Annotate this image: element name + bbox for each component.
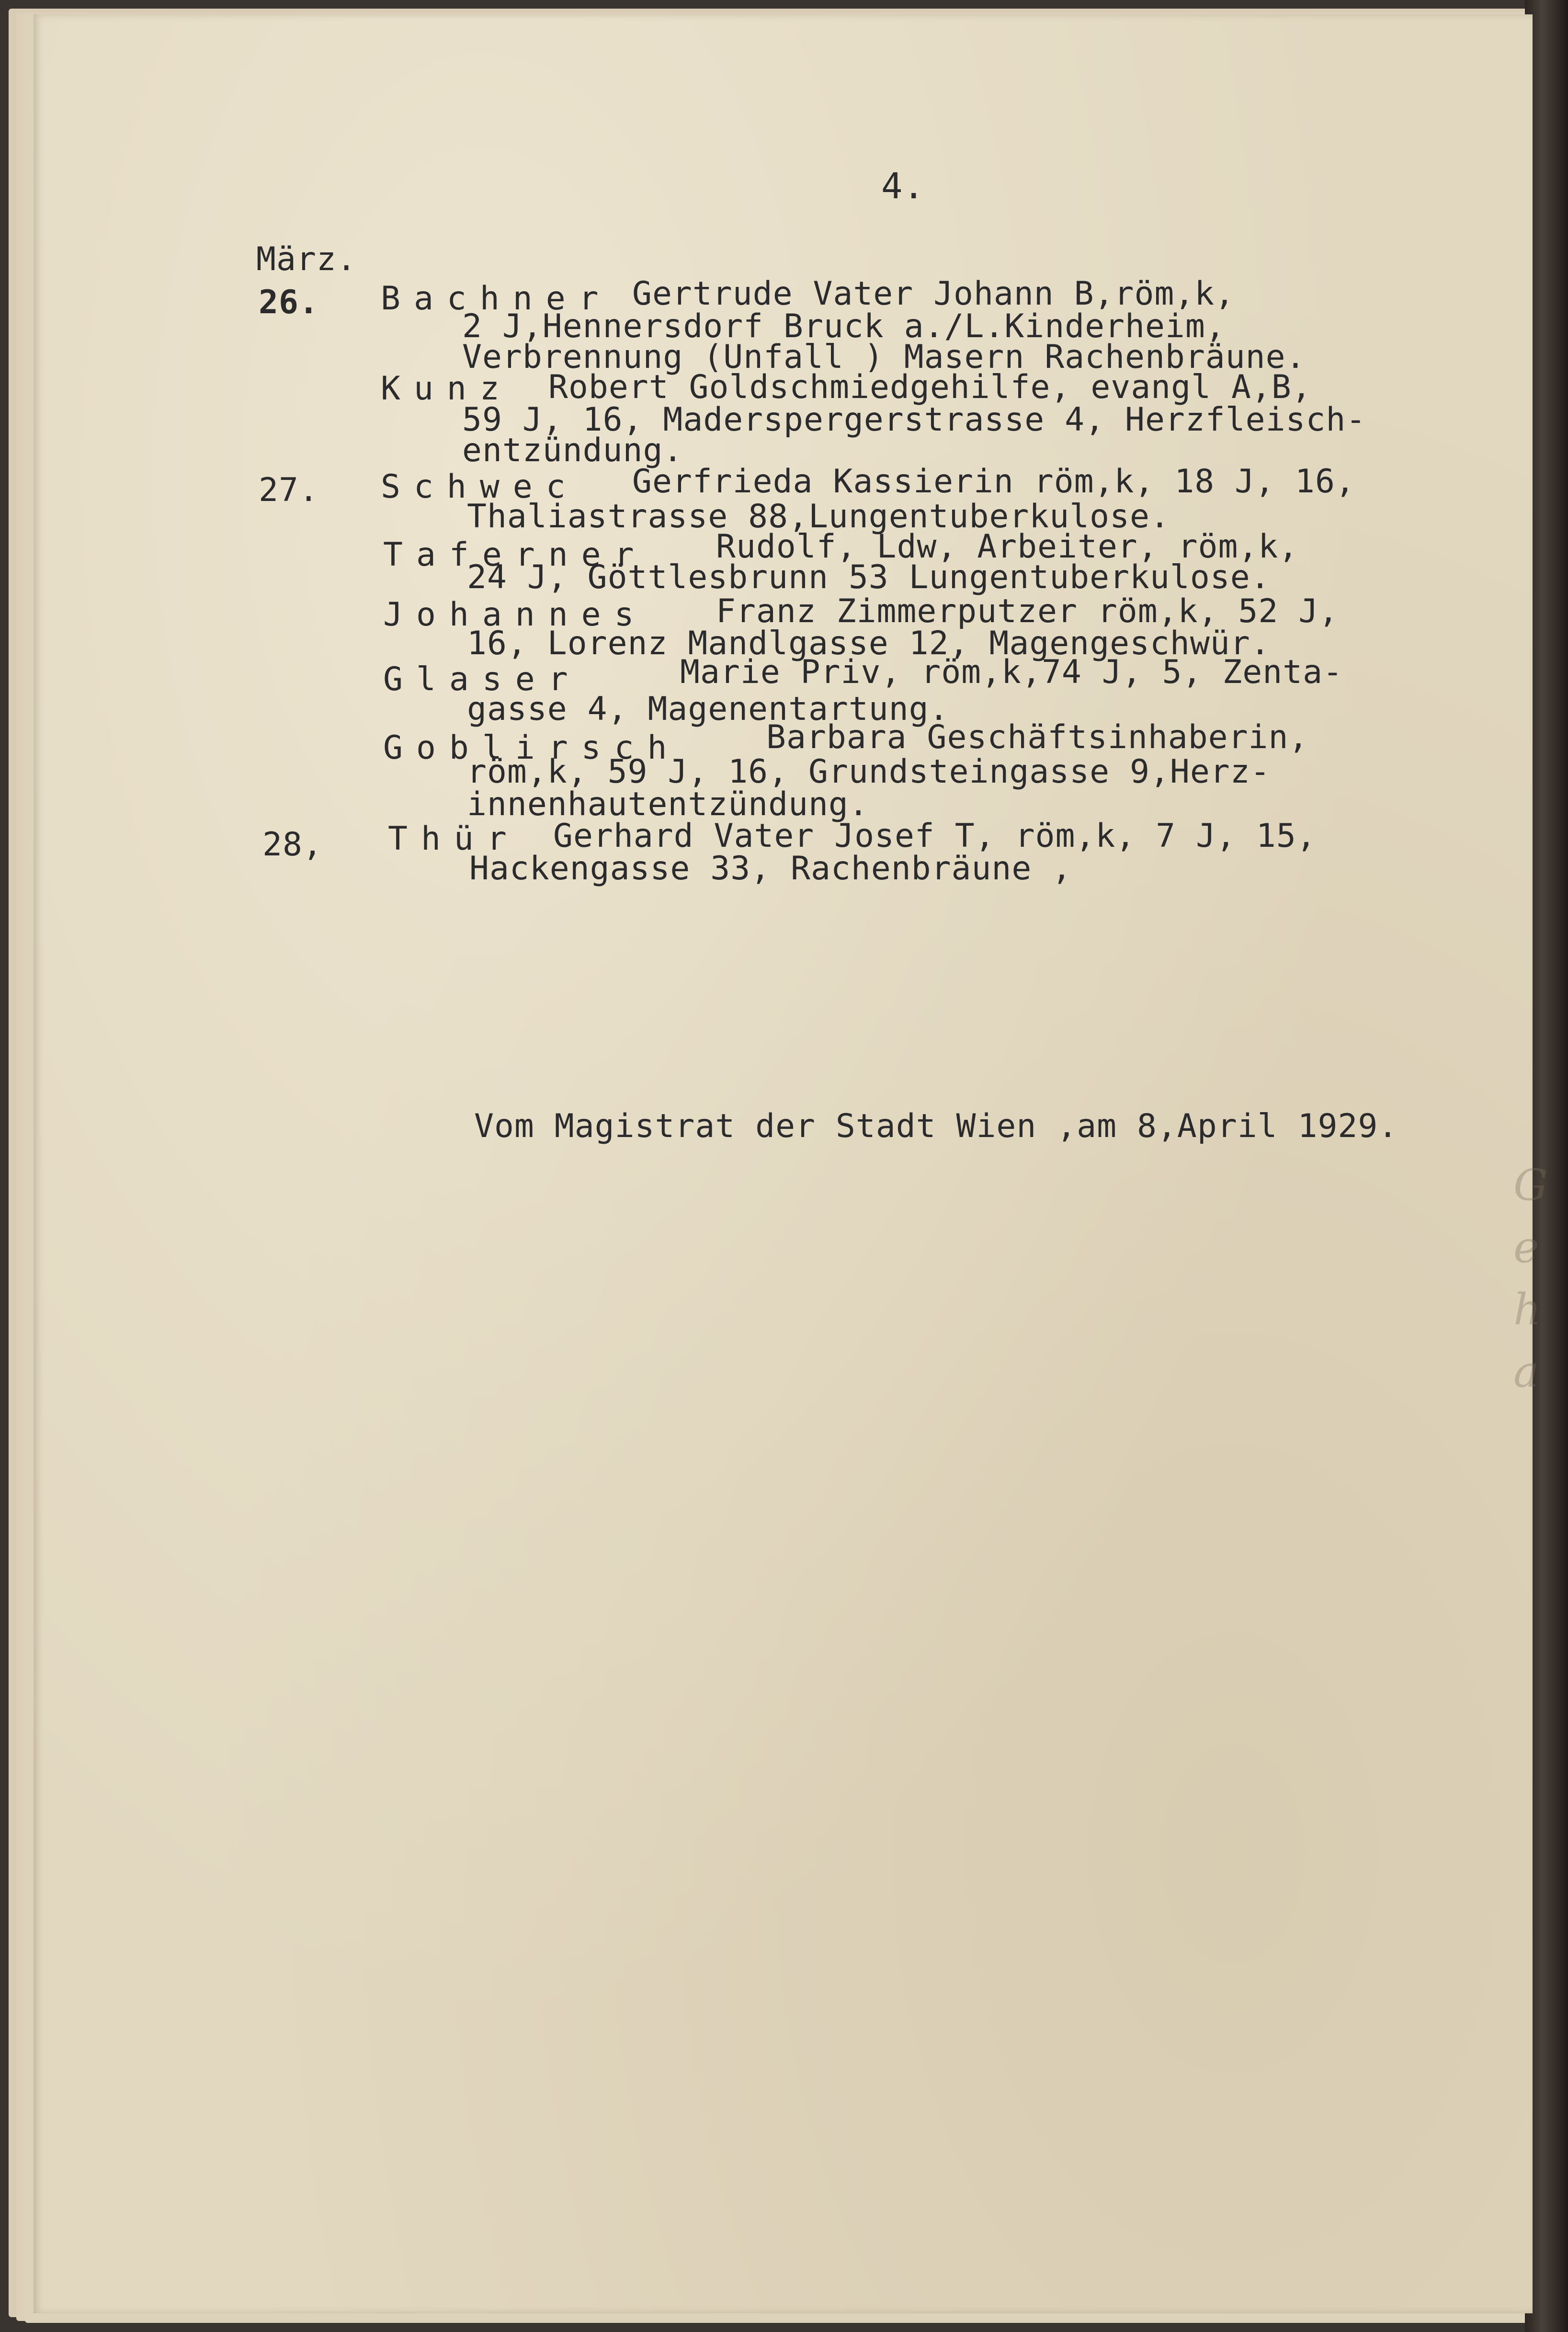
entry-continuation: 16, Lorenz Mandlgasse 12, Magengeschwür. <box>467 625 1271 662</box>
entry-continuation: Hackengasse 33, Rachenbräune , <box>469 850 1072 887</box>
entry-surname: Goblirsch <box>383 729 681 767</box>
entry-continuation: 24 J, Göttlesbrunn 53 Lungentuberkulose. <box>467 558 1271 596</box>
entry-surname: Taferner <box>383 536 648 574</box>
entry-day: 26. <box>259 284 319 321</box>
entry-day: 27. <box>259 471 319 509</box>
bleed-through-marks: G e h a <box>1513 1160 1548 1397</box>
closing-statement: Vom Magistrat der Stadt Wien ,am 8,April 1929. <box>474 1107 1398 1145</box>
month-label: März. <box>256 240 357 278</box>
entry-continuation: 2 J,Hennersdorf Bruck a./L.Kinderheim, <box>462 307 1226 345</box>
entry-surname: Bachner <box>381 280 612 318</box>
entry-details: Gerhard Vater Josef T, röm,k, 7 J, 15, <box>553 817 1317 855</box>
entry-continuation: röm,k, 59 J, 16, Grundsteingasse 9,Herz- <box>467 753 1271 791</box>
entry-details: Marie Priv, röm,k,74 J, 5, Zenta- <box>680 653 1343 691</box>
entry-continuation: 59 J, 16, Maderspergerstrasse 4, Herzfleisch- <box>462 401 1366 439</box>
entry-continuation: innenhautentzündung. <box>467 785 869 823</box>
entry-details: Robert Goldschmiedgehilfe, evangl A,B, <box>548 368 1312 406</box>
entry-surname: Kunz <box>381 370 513 408</box>
entry-details: Gerfrieda Kassierin röm,k, 18 J, 16, <box>632 463 1355 501</box>
page-number: 4. <box>881 166 925 207</box>
entry-continuation: Thaliastrasse 88,Lungentuberkulose. <box>467 498 1170 535</box>
entry-continuation: gasse 4, Magenentartung. <box>467 690 949 728</box>
entry-details: Barbara Geschäftsinhaberin, <box>766 718 1309 756</box>
entry-details: Rudolf, Ldw, Arbeiter, röm,k, <box>716 528 1299 566</box>
entry-surname: Thür <box>388 820 520 858</box>
entry-continuation: entzündung. <box>462 432 683 469</box>
entry-surname: Schwec <box>381 468 579 506</box>
entry-details: Gertrude Vater Johann B,röm,k, <box>632 275 1235 313</box>
entry-day: 28, <box>262 826 323 864</box>
entry-continuation: Verbrennung (Unfall ) Masern Rachenbräune. <box>462 338 1306 376</box>
entry-surname: Johannes <box>383 596 648 634</box>
entry-details: Franz Zimmerputzer röm,k, 52 J, <box>716 592 1339 630</box>
entry-surname: Glaser <box>383 660 581 698</box>
